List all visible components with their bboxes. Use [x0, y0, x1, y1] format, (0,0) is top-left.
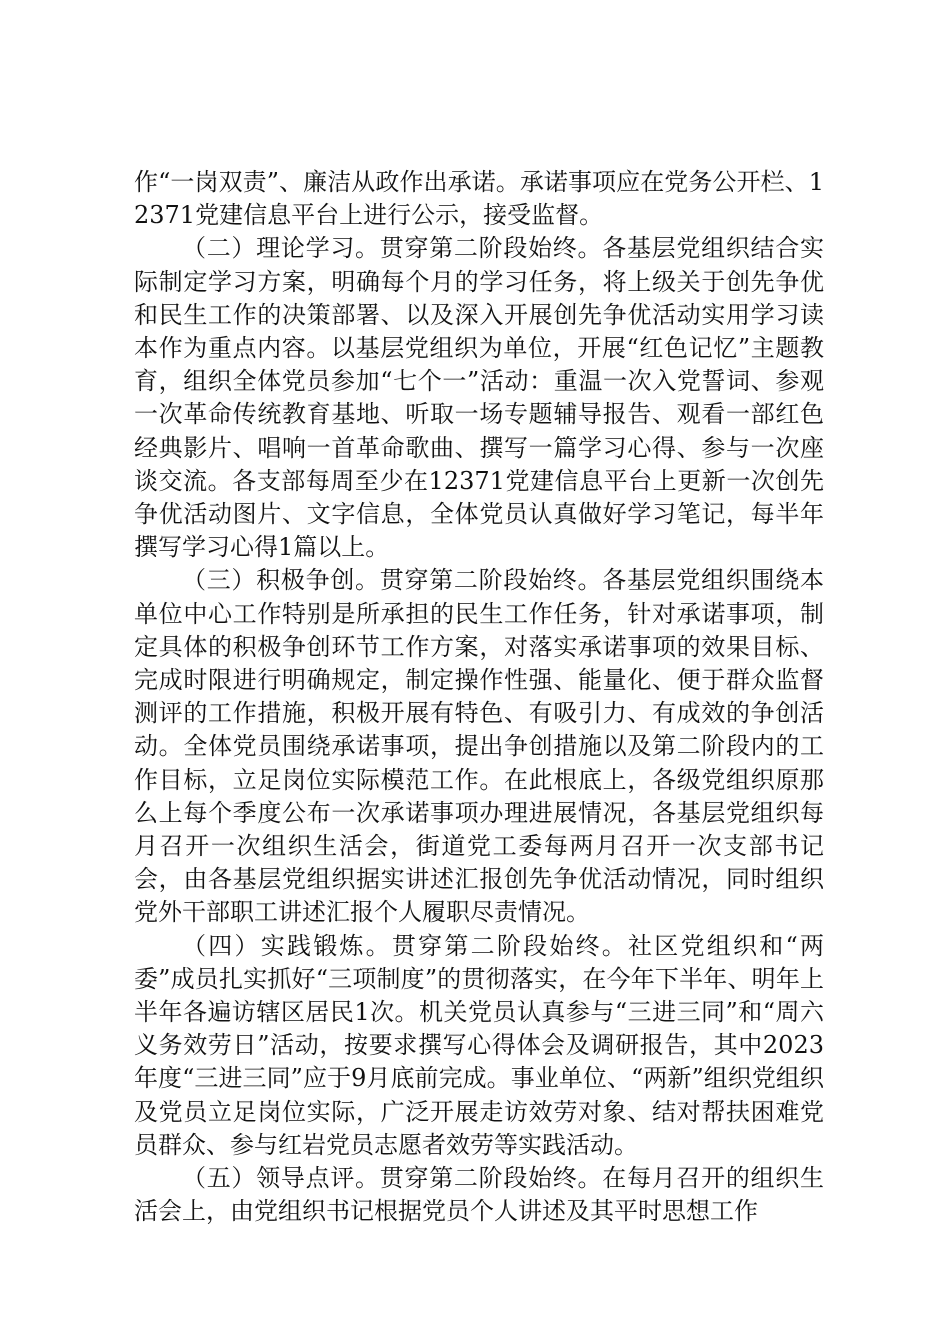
paragraph-theory-study: （二）理论学习。贯穿第二阶段始终。各基层党组织结合实际制定学习方案，明确每个月的学习任务，将上级关于创先争优和民生工作的决策部署、以及深入开展创先争优活动实用学习读本作为重点内容。以基层党组织为单位，开展“红色记忆”主题教育，组织全体党员参加“七个一”活动：重温一次入党誓词、参观一次革命传统教育基地、听取一场专题辅导报告、观看一部红色经典影片、唱响一首革命歌曲、撰写一篇学习心得、参与一次座谈交流。各支部每周至少在12371党建信息平台上更新一次创先争优活动图片、文字信息，全体党员认真做好学习笔记，每半年撰写学习心得1篇以上。 — [134, 234, 824, 562]
paragraph-continuation: 作“一岗双责”、廉洁从政作出承诺。承诺事项应在党务公开栏、12371党建信息平台上进行公示，接受监督。 — [134, 168, 824, 230]
paragraph-active-striving: （三）积极争创。贯穿第二阶段始终。各基层党组织围绕本单位中心工作特别是所承担的民生工作任务，针对承诺事项，制定具体的积极争创环节工作方案，对落实承诺事项的效果目标、完成时限进行明确规定，制定操作性强、能量化、便于群众监督测评的工作措施，积极开展有特色、有吸引力、有成效的争创活动。全体党员围绕承诺事项，提出争创措施以及第二阶段内的工作目标，立足岗位实际模范工作。在此根底上，各级党组织原那么上每个季度公布一次承诺事项办理进展情况，各基层党组织每月召开一次组织生活会，街道党工委每两月召开一次支部书记会，由各基层党组织据实讲述汇报创先争优活动情况，同时组织党外干部职工讲述汇报个人履职尽责情况。 — [134, 566, 824, 927]
document-body — [134, 166, 824, 1229]
paragraph-leadership-review: （五）领导点评。贯穿第二阶段始终。在每月召开的组织生活会上，由党组织书记根据党员个人讲述及其平时思想工作 — [134, 1164, 824, 1226]
paragraph-practice-training: （四）实践锻炼。贯穿第二阶段始终。社区党组织和“两委”成员扎实抓好“三项制度”的贯彻落实，在今年下半年、明年上半年各遍访辖区居民1次。机关党员认真参与“三进三同”和“周六义务效劳日”活动，按要求撰写心得体会及调研报告，其中2023年度“三进三同”应于9月底前完成。事业单位、“两新”组织党组织及党员立足岗位实际，广泛开展走访效劳对象、结对帮扶困难党员群众、参与红岩党员志愿者效劳等实践活动。 — [134, 931, 824, 1159]
